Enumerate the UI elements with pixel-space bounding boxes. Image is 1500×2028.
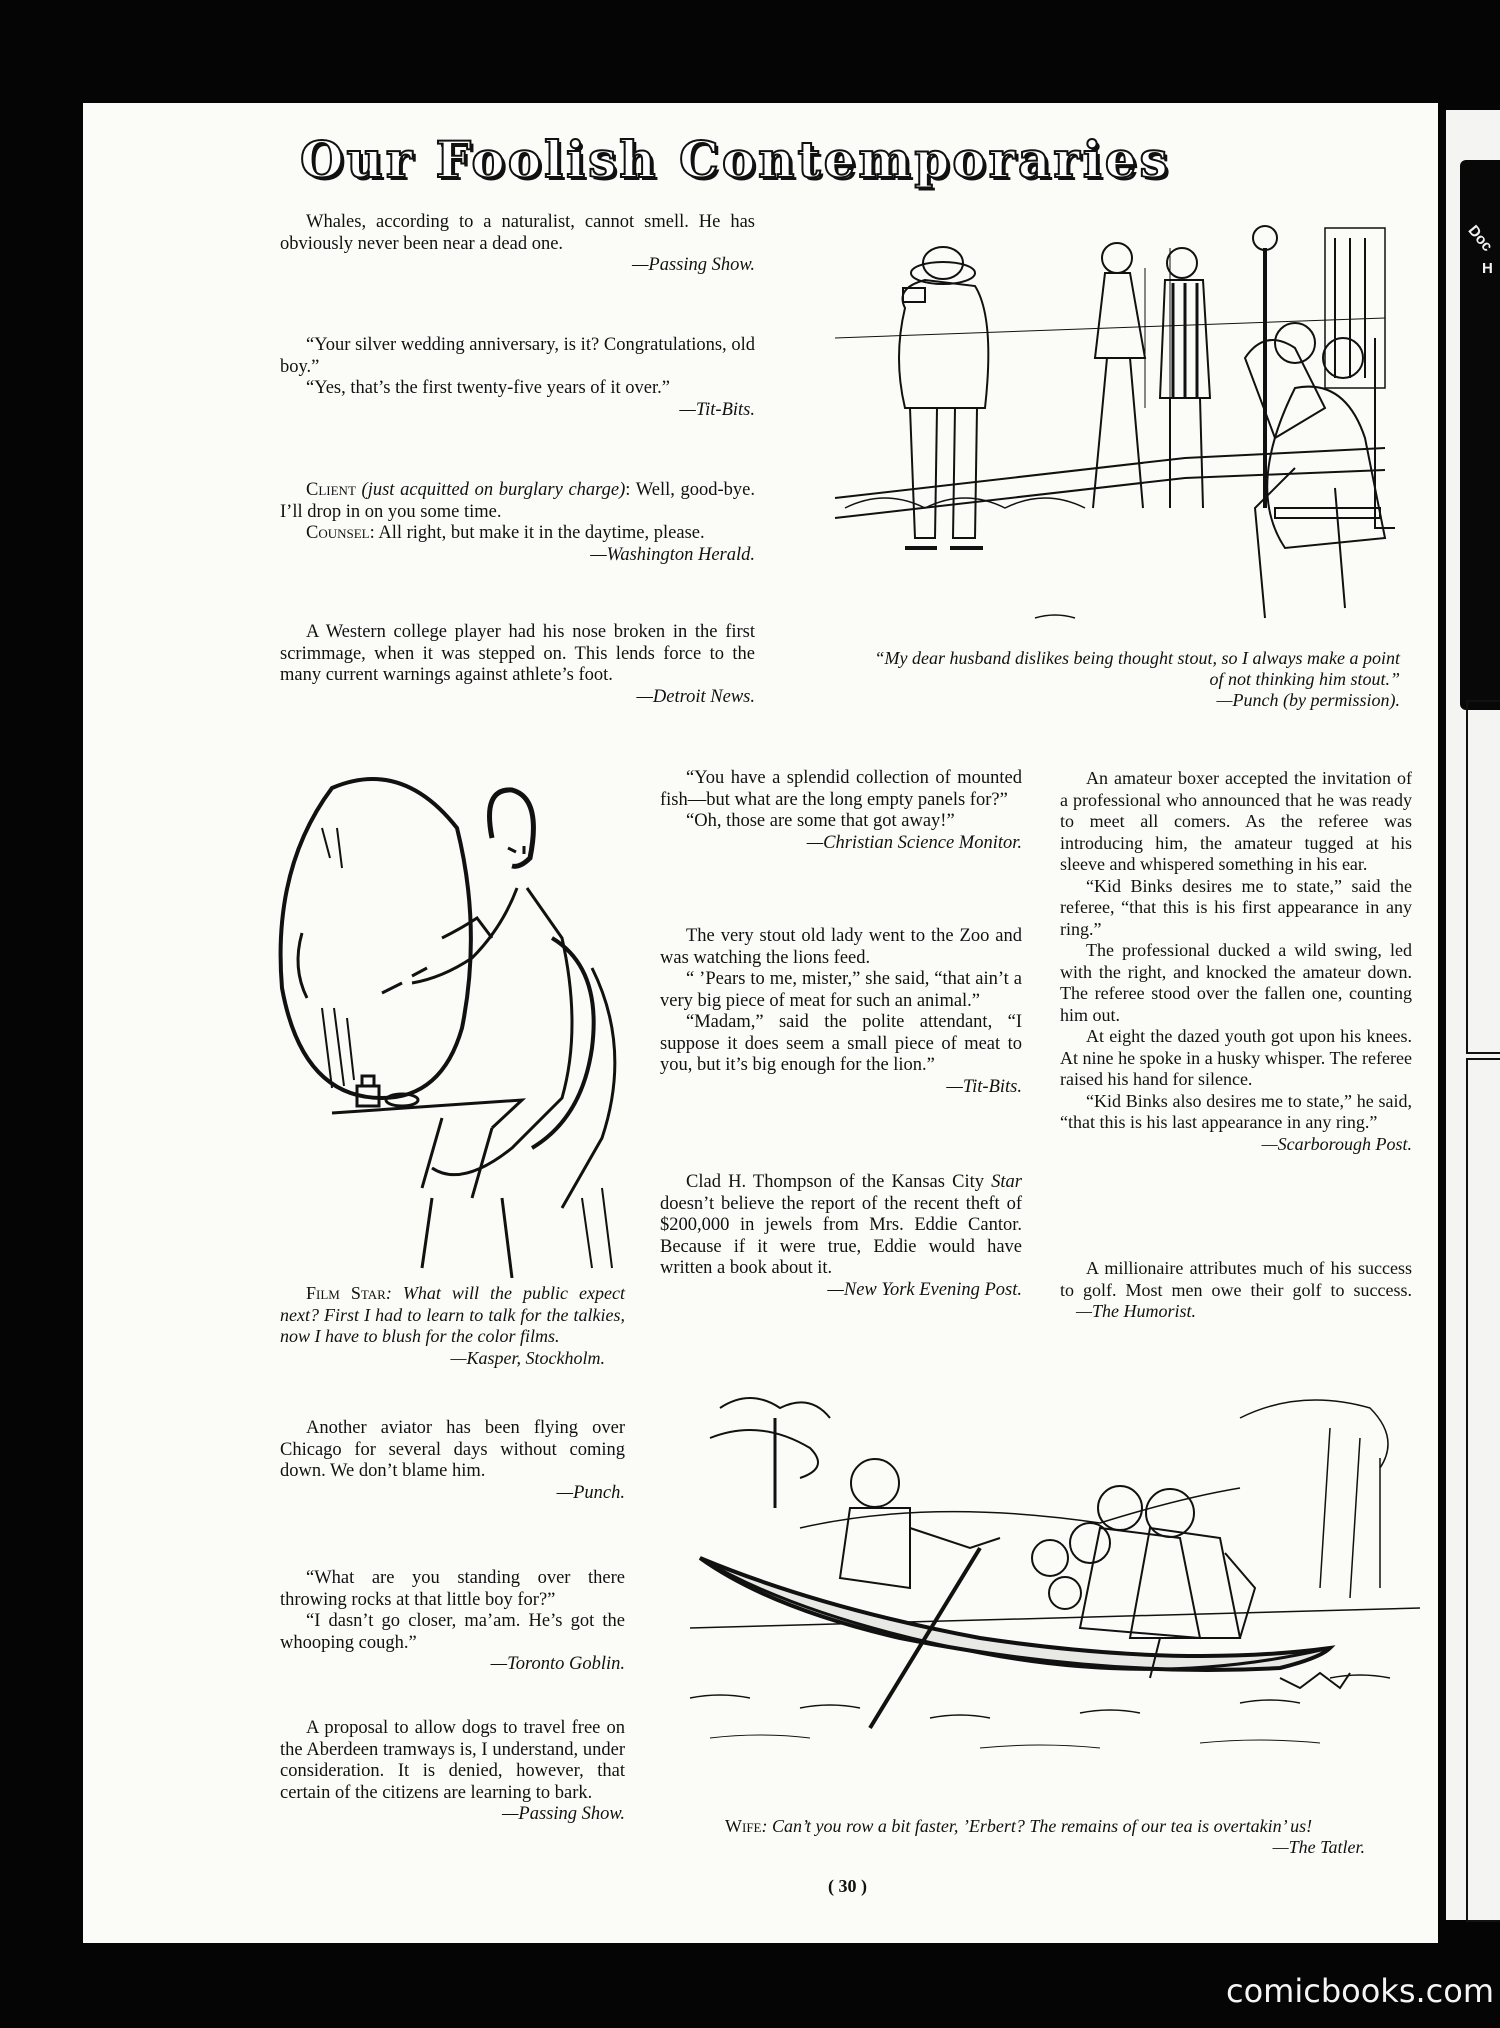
joke-mounted-fish: “You have a splendid collection of mounted fish—but what are the long empty panels for?” “Oh, those are some that got away!” —Christian Science Monitor. bbox=[660, 768, 1022, 853]
film-star-caption: Film Star: What will the public expect next? First I had to learn to talk for the talkies, now I have to blush for the color films. —Kasper, Stockholm. bbox=[280, 1283, 626, 1368]
cartoon1-caption: “My dear husband dislikes being thought stout, so I always make a point of not thinking him stout.” —Punch (by permission). bbox=[874, 648, 1400, 710]
side-ad-box bbox=[1466, 700, 1500, 1054]
side-advertisement: Doc H bbox=[1460, 160, 1500, 710]
joke-golf: A millionaire attributes much of his success to golf. Most men owe their golf to success. —The Humorist. bbox=[1060, 1258, 1412, 1321]
page-title: Our Foolish Contemporaries bbox=[300, 130, 1171, 189]
cartoon2-caption: Wife: Can’t you row a bit faster, ’Erbert? The remains of our tea is overtakin’ us! —The Tatler. bbox=[725, 1816, 1365, 1857]
cartoon-promenade bbox=[825, 208, 1405, 638]
side-ad-box-lower bbox=[1466, 1058, 1500, 1922]
joke-college-player: A Western college player had his nose broken in the first scrimmage, when it was stepped on. This lends force to the many current warnings against athlete’s foot. —Detroit News. bbox=[280, 622, 755, 707]
watermark: comicbooks.com bbox=[1226, 1972, 1495, 2010]
joke-dogs: A proposal to allow dogs to travel free on the Aberdeen tramways is, I understand, under consideration. It is denied, however, that certain of the citizens are learning to bark. —Passing Show. bbox=[280, 1718, 625, 1824]
joke-boxer: An amateur boxer accepted the invitation of a professional who announced that he was ready to meet all comers. As the referee was introducing him, the amateur tugged at his sleeve and whispered something in his ear. “Kid Binks desires me to state,” said the referee, “that this is his first appearance in any ring.” The professional ducked a wild swing, led with the right, and knocked the amateur down. The referee stood over the fallen one, counting him out. At eight the dazed youth got upon his knees. At nine he spoke in a husky whisper. The referee raised his hand for silence. “Kid Binks also desires me to state,” he said, “that this is his last appearance in any ring.” —Scarborough Post. bbox=[1060, 768, 1412, 1154]
page-number: ( 30 ) bbox=[828, 1876, 867, 1896]
joke-aviator: Another aviator has been flying over Chicago for several days without coming down. We don’t blame him. —Punch. bbox=[280, 1418, 625, 1503]
joke-client-counsel: Client (just acquitted on burglary charge): Well, good-bye. I’ll drop in on you some time. Counsel: All right, but make it in the daytime, please. —Washington Herald. bbox=[280, 480, 755, 565]
joke-whales: Whales, according to a naturalist, cannot smell. He has obviously never been near a dead one. —Passing Show. bbox=[280, 212, 755, 275]
joke-silver-wedding: “Your silver wedding anniversary, is it? Congratulations, old boy.” “Yes, that’s the first twenty-five years of it over.” —Tit-Bits. bbox=[280, 335, 755, 420]
joke-rocks: “What are you standing over there throwing rocks at that little boy for?” “I dasn’t go closer, ma’am. He’s got the whooping cough.” —Toronto Goblin. bbox=[280, 1568, 625, 1674]
film-star-illustration bbox=[262, 768, 652, 1278]
cartoon-rowboat bbox=[680, 1378, 1420, 1808]
joke-cantor: Clad H. Thompson of the Kansas City Star doesn’t believe the report of the recent theft of $200,000 in jewels from Mrs. Eddie Cantor. Because if it were true, Eddie would have written a book about it. —New York Evening Post. bbox=[660, 1172, 1022, 1300]
joke-lions: The very stout old lady went to the Zoo and was watching the lions feed. “ ’Pears to me, mister,” she said, “that ain’t a very big piece of meat for such an animal.” “Madam,” said the polite attendant, “I suppose it does seem a small piece of meat to you, but it’s big enough for the lion.” —Tit-Bits. bbox=[660, 926, 1022, 1097]
